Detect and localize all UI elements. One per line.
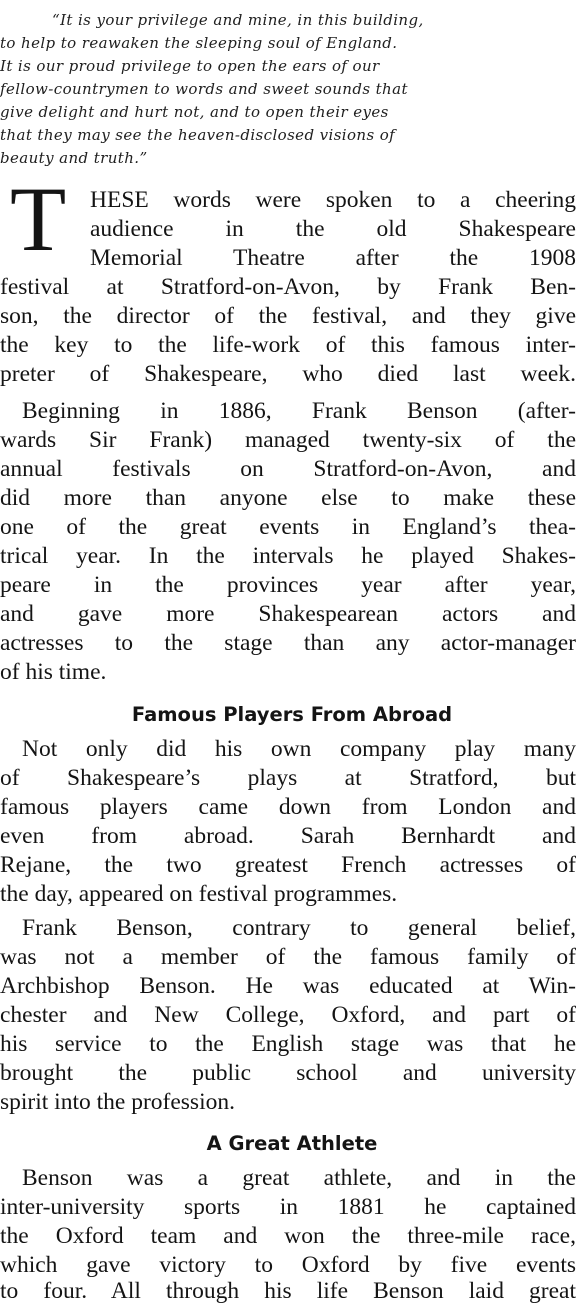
text-line: son, the director of the festival, and they give xyxy=(0,303,576,329)
text-line: and gave more Shakespearean actors and xyxy=(0,601,576,627)
text-line: which gave victory to Oxford by five events xyxy=(0,1252,576,1278)
text-line: Not only did his own company play many xyxy=(22,736,576,762)
text-line: Benson was a great athlete, and in the xyxy=(22,1165,576,1191)
drop-cap: T xyxy=(10,168,67,270)
quote-line: “It is your privilege and mine, in this building, xyxy=(52,11,424,29)
text-line: annual festivals on Stratford-on-Avon, and xyxy=(0,456,576,482)
quote-line: fellow-countrymen to words and sweet sounds that xyxy=(0,80,408,98)
quote-line: give delight and hurt not, and to open their eyes xyxy=(0,103,389,121)
text-line: the key to the life-work of this famous inter- xyxy=(0,332,576,358)
text-line: peare in the provinces year after year, xyxy=(0,572,576,598)
text-line: HESE words were spoken to a cheering xyxy=(90,187,576,213)
quote-line: beauty and truth.” xyxy=(0,149,148,167)
quote-line: It is our proud privilege to open the ears of our xyxy=(0,57,380,75)
text-line: Rejane, the two greatest French actresses of xyxy=(0,852,576,878)
text-line: trical year. In the intervals he played Shakes- xyxy=(0,543,576,569)
quote-line: to help to reawaken the sleeping soul of England. xyxy=(0,34,398,52)
text-line: chester and New College, Oxford, and part of xyxy=(0,1002,576,1028)
text-line: audience in the old Shakespeare xyxy=(90,216,576,242)
text-line: even from abroad. Sarah Bernhardt and xyxy=(0,823,576,849)
text-line: famous players came down from London and xyxy=(0,794,576,820)
text-line: the Oxford team and won the three-mile race, xyxy=(0,1223,576,1249)
text-line: of his time. xyxy=(0,659,107,685)
text-line: did more than anyone else to make these xyxy=(0,485,576,511)
quote-line: that they may see the heaven-disclosed visions of xyxy=(0,126,396,144)
text-line: his service to the English stage was that he xyxy=(0,1031,576,1057)
text-line: Beginning in 1886, Frank Benson (after- xyxy=(22,398,576,424)
section-heading: Famous Players From Abroad xyxy=(131,703,453,726)
text-line: Archbishop Benson. He was educated at Win- xyxy=(0,973,576,999)
text-line: brought the public school and university xyxy=(0,1060,576,1086)
text-line: was not a member of the famous family of xyxy=(0,944,576,970)
text-line: Memorial Theatre after the 1908 xyxy=(90,245,576,271)
text-line: actresses to the stage than any actor-manager xyxy=(0,630,576,656)
text-line: spirit into the profession. xyxy=(0,1089,235,1115)
text-line: wards Sir Frank) managed twenty-six of the xyxy=(0,427,576,453)
section-heading: A Great Athlete xyxy=(206,1132,378,1155)
text-line: the day, appeared on festival programmes. xyxy=(0,881,398,907)
text-line: preter of Shakespeare, who died last week. xyxy=(0,361,576,387)
text-line: inter-university sports in 1881 he captained xyxy=(0,1194,576,1220)
text-line: Frank Benson, contrary to general belief, xyxy=(22,915,576,941)
text-line: one of the great events in England’s thea- xyxy=(0,514,576,540)
text-line: of Shakespeare’s plays at Stratford, but xyxy=(0,765,576,791)
text-line: to four. All through his life Benson laid great xyxy=(0,1278,576,1304)
text-line: festival at Stratford-on-Avon, by Frank Ben- xyxy=(0,274,576,300)
